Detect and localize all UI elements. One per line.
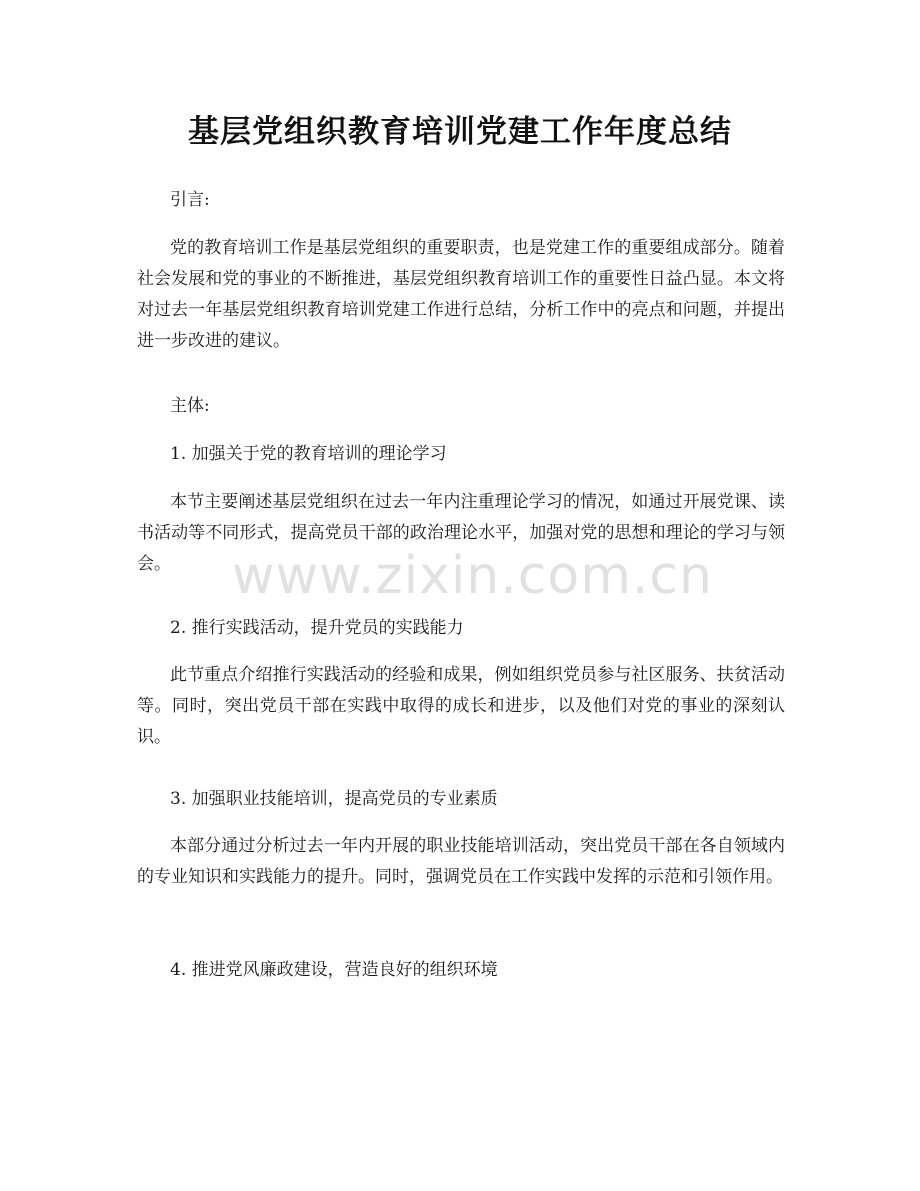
section-3-heading: 3. 加强职业技能培训，提高党员的专业素质 xyxy=(170,789,498,809)
section-2-heading: 2. 推行实践活动，提升党员的实践能力 xyxy=(170,618,464,638)
document-title: 基层党组织教育培训党建工作年度总结 xyxy=(188,114,732,150)
body-label: 主体: xyxy=(170,396,210,416)
watermark: www.zixin.com.cn xyxy=(232,546,713,606)
intro-paragraph: 党的教育培训工作是基层党组织的重要职责，也是党建工作的重要组成部分。随着社会发展和党的事业的不断推进，基层党组织教育培训工作的重要性日益凸显。本文将对过去一年基层党组织教育培训党建工作进行总结，分析工作中的亮点和问题，并提出进一步改进的建议。 xyxy=(137,238,785,351)
section-4-heading: 4. 推进党风廉政建设，营造良好的组织环境 xyxy=(170,960,498,980)
intro-label: 引言: xyxy=(170,190,210,210)
section-3-paragraph: 本部分通过分析过去一年内开展的职业技能培训活动，突出党员干部在各自领域内的专业知识和实践能力的提升。同时，强调党员在工作实践中发挥的示范和引领作用。 xyxy=(137,836,785,887)
section-1-paragraph: 本节主要阐述基层党组织在过去一年内注重理论学习的情况，如通过开展党课、读书活动等不同形式，提高党员干部的政治理论水平，加强对党的思想和理论的学习与领会。 xyxy=(137,492,785,574)
section-1-heading: 1. 加强关于党的教育培训的理论学习 xyxy=(170,444,447,464)
section-2-paragraph: 此节重点介绍推行实践活动的经验和成果，例如组织党员参与社区服务、扶贫活动等。同时，突出党员干部在实践中取得的成长和进步，以及他们对党的事业的深刻认识。 xyxy=(137,665,785,747)
